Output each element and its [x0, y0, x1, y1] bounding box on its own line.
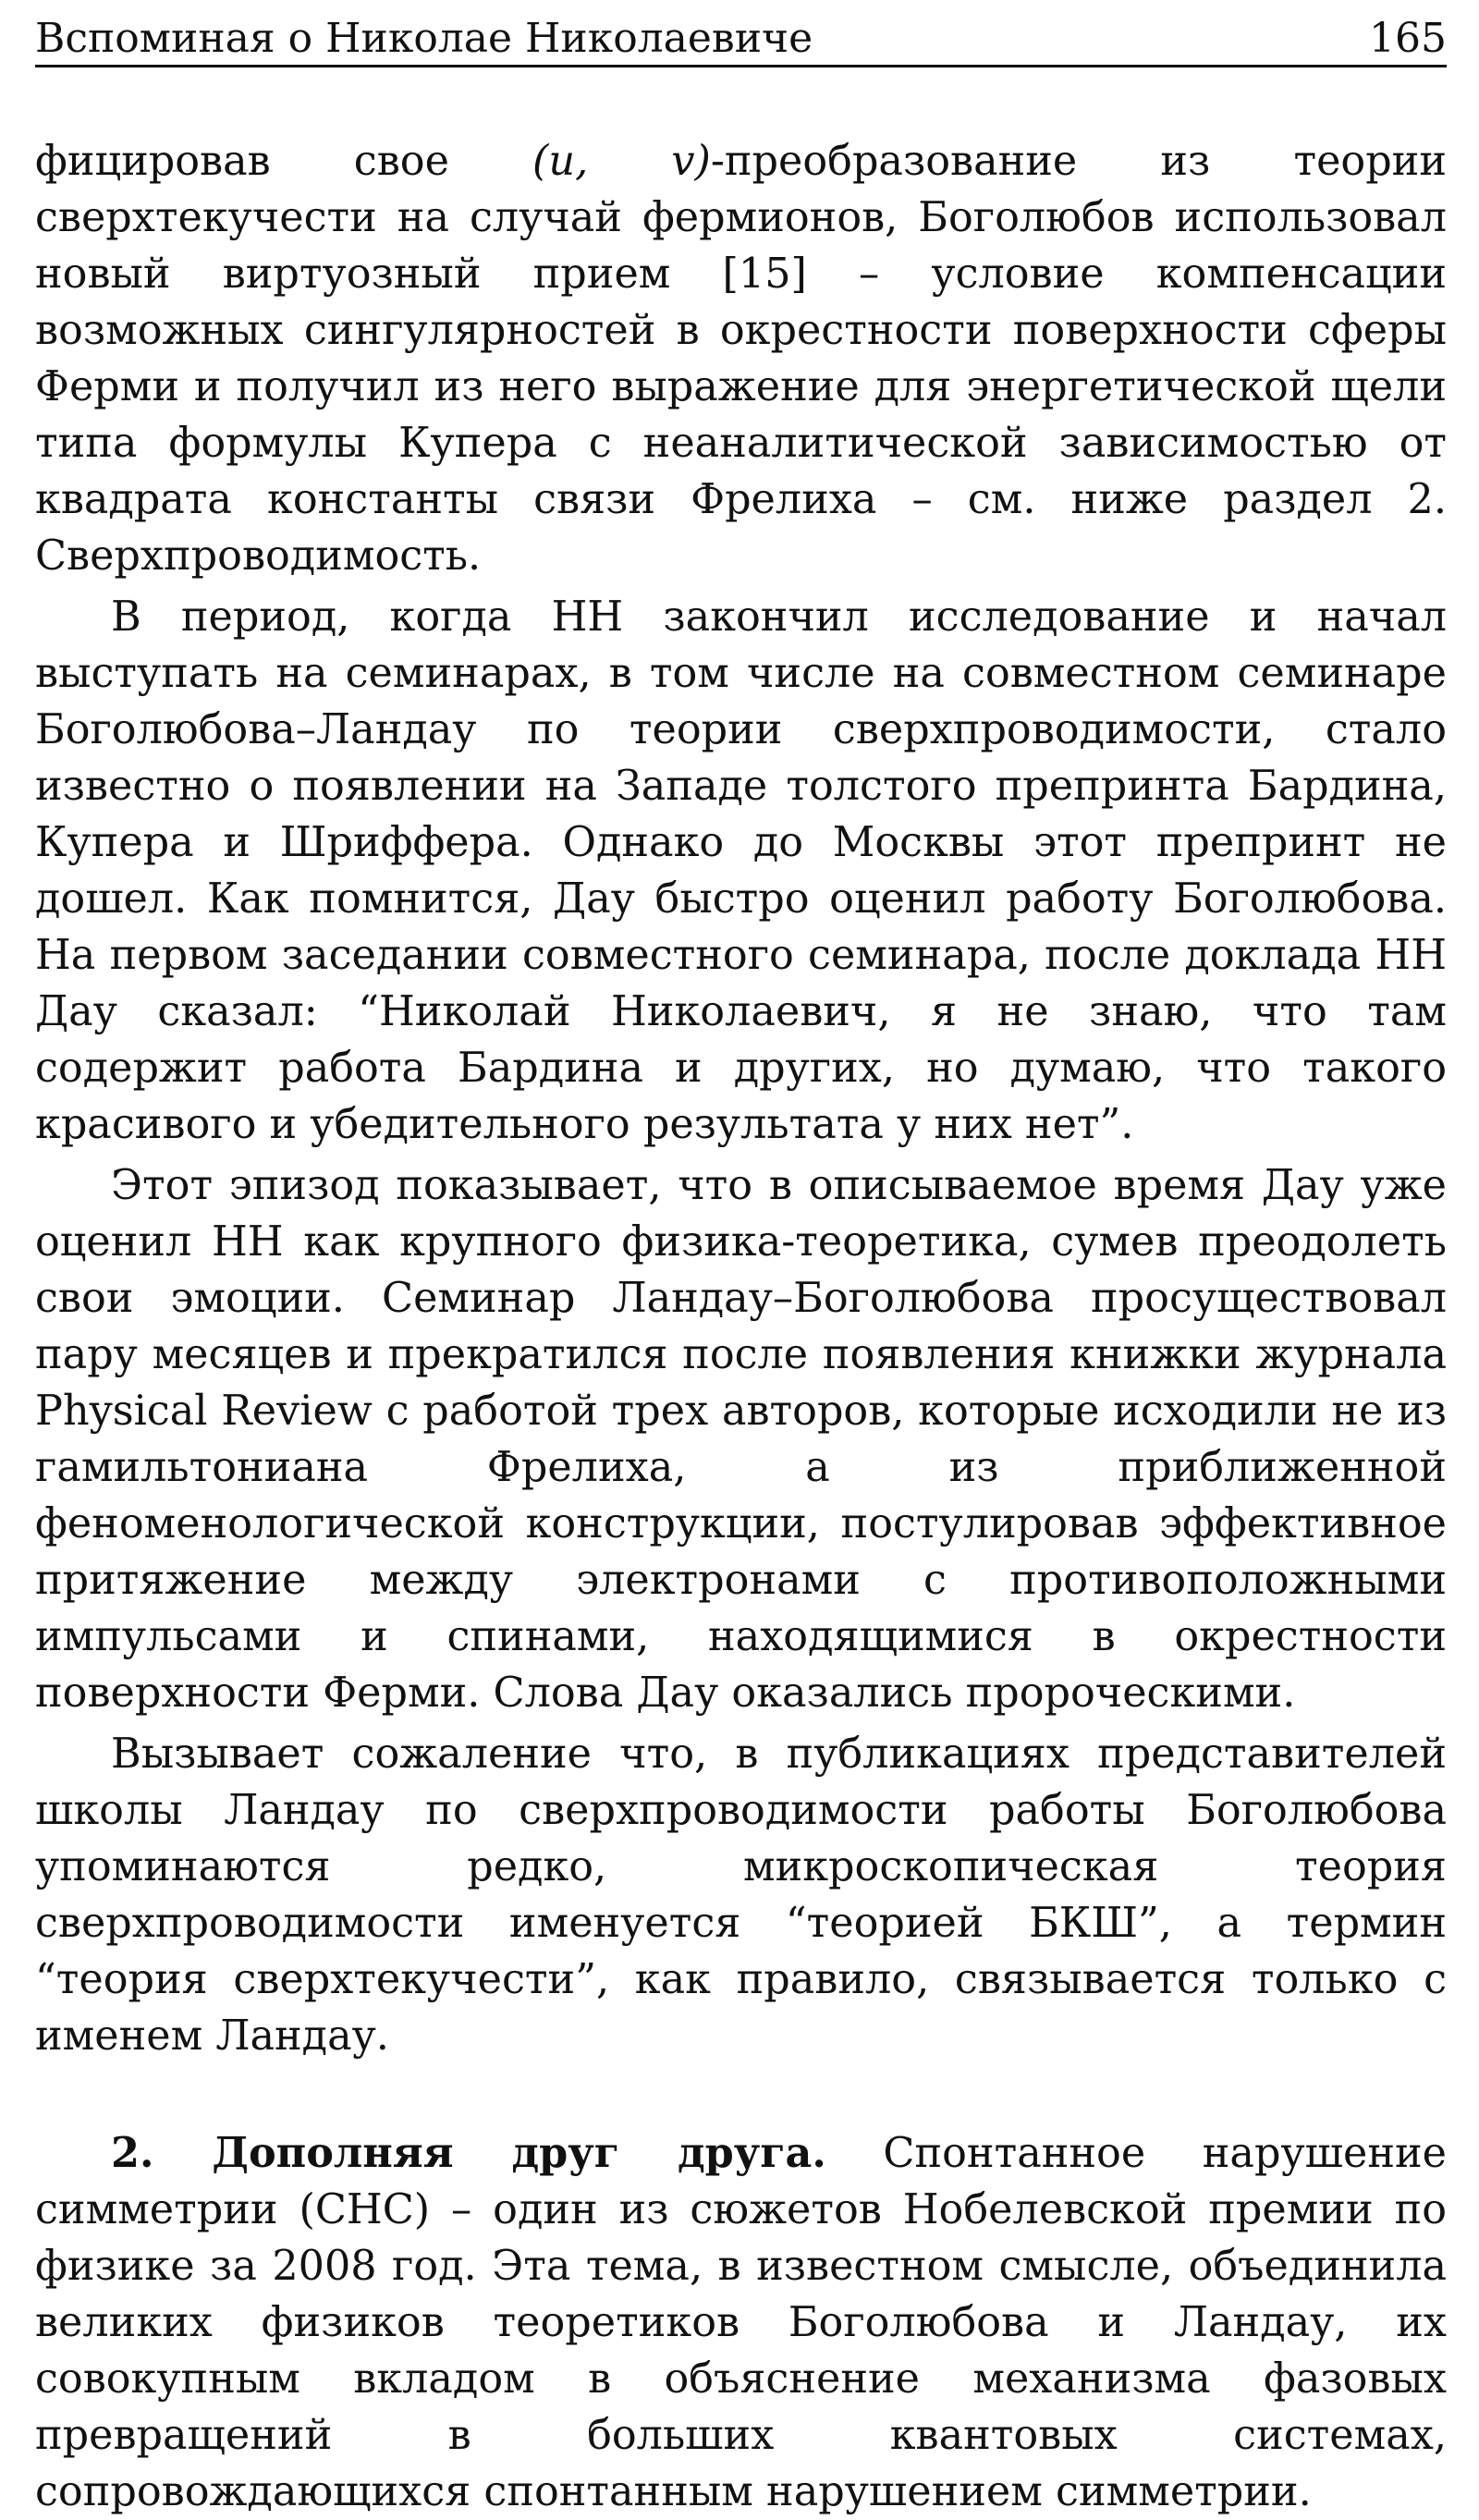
section-heading: 2. Дополняя друг друга. [111, 2129, 826, 2177]
book-page [35, 0, 1447, 2520]
running-title: Вспоминая о Николае Николаевиче [35, 15, 813, 62]
running-head [35, 0, 1447, 67]
paragraph: Этот эпизод показывает, что в описываемое время Дау уже оценил НН как крупного физика-теоретика, сумев преодолеть свои эмоции. Семинар Ландау–Боголюбова просуществовал пару месяцев и прекратился после появления книжки журнала Physical Review с работой трех авторов, которые исходили не из гамильтониана Фрелиха, а из приближенной феноменологической конструкции, постулировав эффективное притяжение между электронами с противоположными импульсами и спинами, находящимися в окрестности поверхности Ферми. Слова Дау оказались пророческими. [35, 1162, 1447, 1717]
paragraph-text-end: -преобразование из теории сверхтекучести на случай фермионов, Боголюбов использовал новый виртуозный прием [15] – условие компенсации возможных сингулярностей в окрестности поверхности сферы Ферми и получил из него выражение для энергетической щели типа формулы Купера с неаналитической зависимостью от квадрата константы связи Фрелиха – см. ниже раздел 2. Сверхпроводимость. [35, 138, 1447, 580]
page-number: 165 [1369, 15, 1447, 62]
math-uv: (u, v) [532, 138, 711, 185]
paragraph: Вызывает сожаление что, в публикациях представителей школы Ландау по сверхпроводимости работы Боголюбова упоминаются редко, микроскопическая теория сверхпроводимости именуется “теорией БКШ”, а термин “теория сверхтекучести”, как правило, связывается только с именем Ландау. [35, 1731, 1447, 2060]
body-text [35, 133, 1447, 2520]
section-text: Спонтанное нарушение симметрии (СНС) – один из сюжетов Нобелевской премии по физике за 2008 год. Эта тема, в известном смысле, объединила великих физиков теоретиков Боголюбова и Ландау, их совокупным вкладом в объяснение механизма фазовых превращений в больших квантовых системах, сопровождающихся спонтанным нарушением симметрии. [35, 2130, 1447, 2515]
paragraph-continuation [35, 133, 1447, 584]
paragraph: В период, когда НН закончил исследование и начал выступать на семинарах, в том числе на совместном семинаре Боголюбова–Ландау по теории сверхпроводимости, стало известно о появлении на Западе толстого препринта Бардина, Купера и Шриффера. Однако до Москвы этот препринт не дошел. Как помнится, Дау быстро оценил работу Боголюбова. На первом заседании совместного семинара, после доклада НН Дау сказал: “Николай Николаевич, я не знаю, что там содержит работа Бардина и других, но думаю, что такого красивого и убедительного результата у них нет”. [35, 593, 1447, 1148]
paragraph-text-start: фицировав свое [35, 138, 533, 185]
section-paragraph [35, 2125, 1447, 2520]
